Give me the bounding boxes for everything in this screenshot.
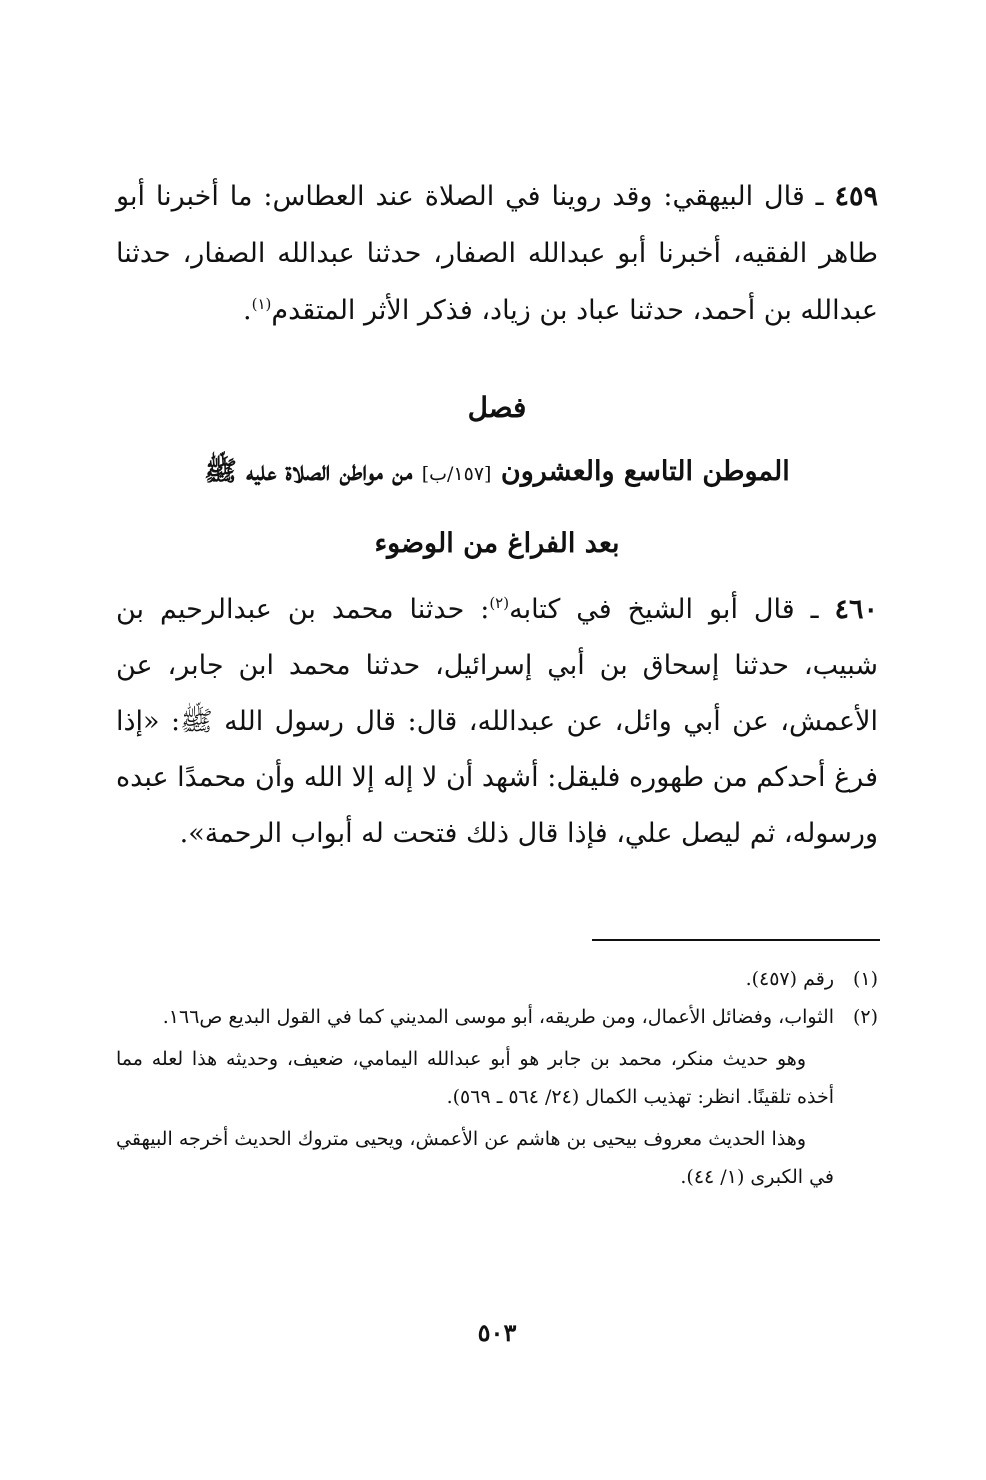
footnote-ref[interactable]: (١)	[251, 295, 272, 313]
footnote-divider	[592, 939, 880, 941]
footnote-mark: (١)	[852, 968, 878, 990]
paragraph-text-rest: : حدثنا محمد بن عبدالرحيم بن شبيب، حدثنا إسحاق بن أبي إسرائيل، حدثنا محمد ابن جابر، عن الأعمش، عن أبي وائل، عن عبدالله، قال: قال رسول الله ﷺ: «إذا فرغ أحدكم من طهوره فليقل: أشهد أن لا إله إلا الله وأن محمدًا عبده ورسوله، ثم ليصل علي، فإذا قال ذلك فتحت له أبواب الرحمة».	[116, 594, 878, 849]
mawtin-title-end: من مواطن الصلاة عليه ﷺ	[204, 456, 422, 487]
section-heading-mawtin	[116, 448, 878, 498]
footnote-text: الثواب، وفضائل الأعمال، ومن طريقه، أبو موسى المديني كما في القول البديع ص١٦٦.	[162, 1006, 834, 1028]
paragraph-460	[116, 582, 878, 862]
section-subtitle: بعد الفراغ من الوضوء	[374, 528, 620, 559]
paragraph-end: .	[243, 295, 252, 326]
footnote-ref[interactable]: (٢)	[489, 594, 510, 612]
hadith-number: ٤٦٠	[834, 594, 878, 625]
footnote-2-continuation-1: وهو حديث منكر، محمد بن جابر هو أبو عبدالله اليمامي، ضعيف، وحديثه هذا لعله مما أخذه تلقينًا. انظر: تهذيب الكمال (٢٤/ ٥٦٤ ـ ٥٦٩).	[116, 1048, 834, 1108]
section-heading-fasl: فصل	[467, 391, 527, 424]
footnote-2	[116, 998, 878, 1036]
footnote-mark: (٢)	[852, 1006, 878, 1028]
paragraph-text: ـ قال البيهقي: وقد روينا في الصلاة عند العطاس: ما أخبرنا أبو طاهر الفقيه، أخبرنا أبو عبدالله الصفار، حدثنا عبدالله الصفار، حدثنا عبدالله بن أحمد، حدثنا عباد بن زياد، فذكر الأثر المتقدم	[116, 181, 878, 326]
footnote-text: رقم (٤٥٧).	[745, 968, 834, 990]
hadith-number: ٤٥٩	[834, 181, 878, 212]
paragraph-459	[116, 168, 878, 339]
mawtin-title-start: الموطن التاسع والعشرون	[491, 456, 790, 487]
footnote-2-continuation-2: وهذا الحديث معروف بيحيى بن هاشم عن الأعمش، ويحيى متروك الحديث أخرجه البيهقي في الكبرى (١/ ٤٤).	[116, 1128, 834, 1188]
footnotes	[116, 960, 878, 1196]
folio-marker: [١٥٧/ب]	[421, 463, 492, 485]
page-number: ٥٠٣	[477, 1318, 517, 1347]
footnote-1	[116, 960, 878, 998]
paragraph-text-start: ـ قال أبو الشيخ في كتابه	[509, 594, 835, 625]
